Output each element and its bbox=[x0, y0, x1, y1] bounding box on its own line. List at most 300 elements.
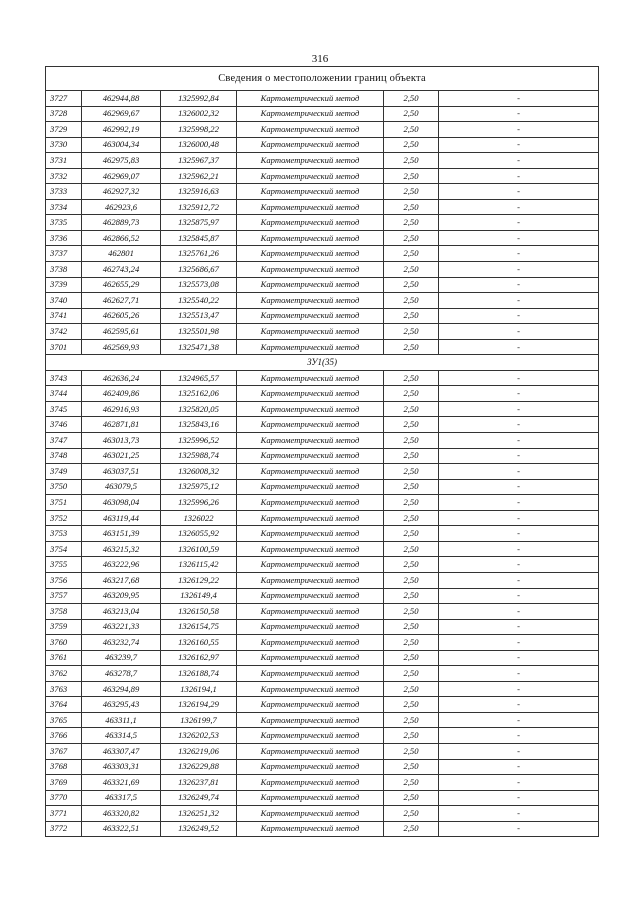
coord-y-cell: 1326002,32 bbox=[161, 106, 237, 122]
error-cell: 2,50 bbox=[384, 91, 439, 107]
description-cell: - bbox=[439, 91, 599, 107]
coord-x-cell: 462409,86 bbox=[82, 386, 161, 402]
error-cell: 2,50 bbox=[384, 464, 439, 480]
description-cell: - bbox=[439, 386, 599, 402]
coord-x-cell: 462969,07 bbox=[82, 168, 161, 184]
coord-y-cell: 1324965,57 bbox=[161, 370, 237, 386]
description-cell: - bbox=[439, 619, 599, 635]
point-number-cell: 3734 bbox=[46, 199, 82, 215]
method-cell: Картометрический метод bbox=[237, 308, 384, 324]
point-number-cell: 3761 bbox=[46, 650, 82, 666]
method-cell: Картометрический метод bbox=[237, 168, 384, 184]
error-cell: 2,50 bbox=[384, 262, 439, 278]
description-cell: - bbox=[439, 526, 599, 542]
table-row bbox=[46, 433, 599, 449]
coord-x-cell: 463209,95 bbox=[82, 588, 161, 604]
description-cell: - bbox=[439, 604, 599, 620]
point-number-cell: 3758 bbox=[46, 604, 82, 620]
table-row bbox=[46, 230, 599, 246]
coord-x-cell: 462743,24 bbox=[82, 262, 161, 278]
table-row bbox=[46, 246, 599, 262]
method-cell: Картометрический метод bbox=[237, 604, 384, 620]
error-cell: 2,50 bbox=[384, 759, 439, 775]
table-row bbox=[46, 541, 599, 557]
point-number-cell: 3760 bbox=[46, 635, 82, 651]
error-cell: 2,50 bbox=[384, 510, 439, 526]
coord-x-cell: 463119,44 bbox=[82, 510, 161, 526]
method-cell: Картометрический метод bbox=[237, 339, 384, 355]
method-cell: Картометрический метод bbox=[237, 184, 384, 200]
coord-y-cell: 1326154,75 bbox=[161, 619, 237, 635]
description-cell: - bbox=[439, 775, 599, 791]
error-cell: 2,50 bbox=[384, 526, 439, 542]
point-number-cell: 3742 bbox=[46, 324, 82, 340]
description-cell: - bbox=[439, 495, 599, 511]
table-row bbox=[46, 479, 599, 495]
point-number-cell: 3746 bbox=[46, 417, 82, 433]
error-cell: 2,50 bbox=[384, 712, 439, 728]
description-cell: - bbox=[439, 712, 599, 728]
error-cell: 2,50 bbox=[384, 650, 439, 666]
coord-y-cell: 1325820,05 bbox=[161, 401, 237, 417]
method-cell: Картометрический метод bbox=[237, 619, 384, 635]
point-number-cell: 3752 bbox=[46, 510, 82, 526]
description-cell: - bbox=[439, 293, 599, 309]
error-cell: 2,50 bbox=[384, 324, 439, 340]
coord-y-cell: 1326129,22 bbox=[161, 572, 237, 588]
error-cell: 2,50 bbox=[384, 370, 439, 386]
method-cell: Картометрический метод bbox=[237, 712, 384, 728]
coord-y-cell: 1326229,88 bbox=[161, 759, 237, 775]
table-row bbox=[46, 495, 599, 511]
method-cell: Картометрический метод bbox=[237, 743, 384, 759]
table-row bbox=[46, 324, 599, 340]
coord-x-cell: 463294,89 bbox=[82, 681, 161, 697]
description-cell: - bbox=[439, 401, 599, 417]
point-number-cell: 3741 bbox=[46, 308, 82, 324]
coord-y-cell: 1325988,74 bbox=[161, 448, 237, 464]
method-cell: Картометрический метод bbox=[237, 137, 384, 153]
description-cell: - bbox=[439, 479, 599, 495]
coord-x-cell: 462927,32 bbox=[82, 184, 161, 200]
method-cell: Картометрический метод bbox=[237, 495, 384, 511]
table-row bbox=[46, 681, 599, 697]
method-cell: Картометрический метод bbox=[237, 821, 384, 837]
point-number-cell: 3754 bbox=[46, 541, 82, 557]
coord-y-cell: 1325513,47 bbox=[161, 308, 237, 324]
coord-x-cell: 462975,83 bbox=[82, 153, 161, 169]
coord-x-cell: 463098,04 bbox=[82, 495, 161, 511]
coord-x-cell: 463013,73 bbox=[82, 433, 161, 449]
description-cell: - bbox=[439, 650, 599, 666]
error-cell: 2,50 bbox=[384, 293, 439, 309]
coord-y-cell: 1326202,53 bbox=[161, 728, 237, 744]
point-number-cell: 3736 bbox=[46, 230, 82, 246]
method-cell: Картометрический метод bbox=[237, 417, 384, 433]
description-cell: - bbox=[439, 697, 599, 713]
table-row bbox=[46, 262, 599, 278]
table-row bbox=[46, 712, 599, 728]
description-cell: - bbox=[439, 464, 599, 480]
table-row bbox=[46, 464, 599, 480]
coord-y-cell: 1325875,97 bbox=[161, 215, 237, 231]
coord-x-cell: 463079,5 bbox=[82, 479, 161, 495]
coord-x-cell: 462627,71 bbox=[82, 293, 161, 309]
coord-y-cell: 1326249,52 bbox=[161, 821, 237, 837]
error-cell: 2,50 bbox=[384, 308, 439, 324]
coord-x-cell: 463221,33 bbox=[82, 619, 161, 635]
table-row bbox=[46, 137, 599, 153]
error-cell: 2,50 bbox=[384, 495, 439, 511]
coord-y-cell: 1326199,7 bbox=[161, 712, 237, 728]
point-number-cell: 3771 bbox=[46, 806, 82, 822]
method-cell: Картометрический метод bbox=[237, 293, 384, 309]
method-cell: Картометрический метод bbox=[237, 557, 384, 573]
error-cell: 2,50 bbox=[384, 137, 439, 153]
description-cell: - bbox=[439, 230, 599, 246]
coord-x-cell: 463322,51 bbox=[82, 821, 161, 837]
method-cell: Картометрический метод bbox=[237, 370, 384, 386]
error-cell: 2,50 bbox=[384, 666, 439, 682]
coord-y-cell: 1326000,48 bbox=[161, 137, 237, 153]
error-cell: 2,50 bbox=[384, 697, 439, 713]
table-row bbox=[46, 526, 599, 542]
table-row bbox=[46, 728, 599, 744]
point-number-cell: 3744 bbox=[46, 386, 82, 402]
point-number-cell: 3770 bbox=[46, 790, 82, 806]
table-row bbox=[46, 821, 599, 837]
coord-x-cell: 463311,1 bbox=[82, 712, 161, 728]
coord-x-cell: 463004,34 bbox=[82, 137, 161, 153]
coord-y-cell: 1326115,42 bbox=[161, 557, 237, 573]
point-number-cell: 3728 bbox=[46, 106, 82, 122]
method-cell: Картометрический метод bbox=[237, 464, 384, 480]
table-row bbox=[46, 448, 599, 464]
point-number-cell: 3763 bbox=[46, 681, 82, 697]
table-row bbox=[46, 184, 599, 200]
description-cell: - bbox=[439, 666, 599, 682]
coord-y-cell: 1326100,59 bbox=[161, 541, 237, 557]
point-number-cell: 3747 bbox=[46, 433, 82, 449]
point-number-cell: 3729 bbox=[46, 122, 82, 138]
method-cell: Картометрический метод bbox=[237, 650, 384, 666]
point-number-cell: 3749 bbox=[46, 464, 82, 480]
coord-y-cell: 1325843,16 bbox=[161, 417, 237, 433]
error-cell: 2,50 bbox=[384, 728, 439, 744]
description-cell: - bbox=[439, 262, 599, 278]
description-cell: - bbox=[439, 821, 599, 837]
table-row bbox=[46, 168, 599, 184]
point-number-cell: 3750 bbox=[46, 479, 82, 495]
method-cell: Картометрический метод bbox=[237, 448, 384, 464]
table-row bbox=[46, 199, 599, 215]
coord-x-cell: 462969,67 bbox=[82, 106, 161, 122]
error-cell: 2,50 bbox=[384, 122, 439, 138]
description-cell: - bbox=[439, 572, 599, 588]
table-row bbox=[46, 122, 599, 138]
method-cell: Картометрический метод bbox=[237, 588, 384, 604]
description-cell: - bbox=[439, 417, 599, 433]
point-number-cell: 3737 bbox=[46, 246, 82, 262]
error-cell: 2,50 bbox=[384, 448, 439, 464]
method-cell: Картометрический метод bbox=[237, 728, 384, 744]
table-row bbox=[46, 277, 599, 293]
table-row bbox=[46, 339, 599, 355]
description-cell: - bbox=[439, 743, 599, 759]
coord-y-cell: 1325996,52 bbox=[161, 433, 237, 449]
point-number-cell: 3751 bbox=[46, 495, 82, 511]
point-number-cell: 3766 bbox=[46, 728, 82, 744]
coord-x-cell: 463213,04 bbox=[82, 604, 161, 620]
point-number-cell: 3732 bbox=[46, 168, 82, 184]
method-cell: Картометрический метод bbox=[237, 541, 384, 557]
error-cell: 2,50 bbox=[384, 806, 439, 822]
method-cell: Картометрический метод bbox=[237, 91, 384, 107]
table-row bbox=[46, 619, 599, 635]
coord-y-cell: 1325916,63 bbox=[161, 184, 237, 200]
coord-x-cell: 463317,5 bbox=[82, 790, 161, 806]
point-number-cell: 3733 bbox=[46, 184, 82, 200]
table-row bbox=[46, 293, 599, 309]
coord-x-cell: 462655,29 bbox=[82, 277, 161, 293]
point-number-cell: 3730 bbox=[46, 137, 82, 153]
table-row bbox=[46, 417, 599, 433]
description-cell: - bbox=[439, 184, 599, 200]
coord-x-cell: 462992,19 bbox=[82, 122, 161, 138]
coord-y-cell: 1326251,32 bbox=[161, 806, 237, 822]
description-cell: - bbox=[439, 681, 599, 697]
table-row bbox=[46, 635, 599, 651]
description-cell: - bbox=[439, 106, 599, 122]
method-cell: Картометрический метод bbox=[237, 277, 384, 293]
method-cell: Картометрический метод bbox=[237, 697, 384, 713]
error-cell: 2,50 bbox=[384, 168, 439, 184]
coord-y-cell: 1326194,29 bbox=[161, 697, 237, 713]
error-cell: 2,50 bbox=[384, 277, 439, 293]
method-cell: Картометрический метод bbox=[237, 666, 384, 682]
error-cell: 2,50 bbox=[384, 199, 439, 215]
error-cell: 2,50 bbox=[384, 790, 439, 806]
description-cell: - bbox=[439, 370, 599, 386]
coord-x-cell: 463320,82 bbox=[82, 806, 161, 822]
coord-x-cell: 463321,69 bbox=[82, 775, 161, 791]
coord-y-cell: 1326249,74 bbox=[161, 790, 237, 806]
coord-y-cell: 1326150,58 bbox=[161, 604, 237, 620]
error-cell: 2,50 bbox=[384, 339, 439, 355]
point-number-cell: 3764 bbox=[46, 697, 82, 713]
description-cell: - bbox=[439, 541, 599, 557]
method-cell: Картометрический метод bbox=[237, 246, 384, 262]
description-cell: - bbox=[439, 199, 599, 215]
method-cell: Картометрический метод bbox=[237, 775, 384, 791]
coord-x-cell: 462866,52 bbox=[82, 230, 161, 246]
description-cell: - bbox=[439, 215, 599, 231]
coord-y-cell: 1325967,37 bbox=[161, 153, 237, 169]
coord-y-cell: 1325471,38 bbox=[161, 339, 237, 355]
point-number-cell: 3772 bbox=[46, 821, 82, 837]
method-cell: Картометрический метод bbox=[237, 215, 384, 231]
point-number-cell: 3740 bbox=[46, 293, 82, 309]
coord-x-cell: 463314,5 bbox=[82, 728, 161, 744]
description-cell: - bbox=[439, 122, 599, 138]
coord-x-cell: 463232,74 bbox=[82, 635, 161, 651]
coord-y-cell: 1325540,22 bbox=[161, 293, 237, 309]
coord-y-cell: 1326237,81 bbox=[161, 775, 237, 791]
method-cell: Картометрический метод bbox=[237, 510, 384, 526]
error-cell: 2,50 bbox=[384, 246, 439, 262]
section-label: ЗУ1(35) bbox=[46, 355, 599, 371]
table-row bbox=[46, 510, 599, 526]
description-cell: - bbox=[439, 588, 599, 604]
method-cell: Картометрический метод bbox=[237, 681, 384, 697]
coord-x-cell: 463217,68 bbox=[82, 572, 161, 588]
coord-x-cell: 463037,51 bbox=[82, 464, 161, 480]
table-row bbox=[46, 666, 599, 682]
method-cell: Картометрический метод bbox=[237, 526, 384, 542]
error-cell: 2,50 bbox=[384, 635, 439, 651]
table-row bbox=[46, 604, 599, 620]
error-cell: 2,50 bbox=[384, 184, 439, 200]
method-cell: Картометрический метод bbox=[237, 433, 384, 449]
error-cell: 2,50 bbox=[384, 557, 439, 573]
error-cell: 2,50 bbox=[384, 572, 439, 588]
method-cell: Картометрический метод bbox=[237, 386, 384, 402]
coord-x-cell: 462636,24 bbox=[82, 370, 161, 386]
method-cell: Картометрический метод bbox=[237, 106, 384, 122]
method-cell: Картометрический метод bbox=[237, 153, 384, 169]
coord-y-cell: 1325992,84 bbox=[161, 91, 237, 107]
point-number-cell: 3739 bbox=[46, 277, 82, 293]
point-number-cell: 3765 bbox=[46, 712, 82, 728]
coord-x-cell: 463215,32 bbox=[82, 541, 161, 557]
description-cell: - bbox=[439, 448, 599, 464]
error-cell: 2,50 bbox=[384, 153, 439, 169]
coord-y-cell: 1326160,55 bbox=[161, 635, 237, 651]
method-cell: Картометрический метод bbox=[237, 199, 384, 215]
table-row bbox=[46, 697, 599, 713]
error-cell: 2,50 bbox=[384, 821, 439, 837]
method-cell: Картометрический метод bbox=[237, 806, 384, 822]
coord-x-cell: 462595,61 bbox=[82, 324, 161, 340]
point-number-cell: 3759 bbox=[46, 619, 82, 635]
coord-y-cell: 1326162,97 bbox=[161, 650, 237, 666]
error-cell: 2,50 bbox=[384, 417, 439, 433]
method-cell: Картометрический метод bbox=[237, 635, 384, 651]
point-number-cell: 3755 bbox=[46, 557, 82, 573]
point-number-cell: 3743 bbox=[46, 370, 82, 386]
table-row bbox=[46, 588, 599, 604]
error-cell: 2,50 bbox=[384, 215, 439, 231]
method-cell: Картометрический метод bbox=[237, 262, 384, 278]
page-number: 316 bbox=[311, 53, 329, 65]
table-row bbox=[46, 386, 599, 402]
description-cell: - bbox=[439, 557, 599, 573]
table-row bbox=[46, 806, 599, 822]
point-number-cell: 3767 bbox=[46, 743, 82, 759]
description-cell: - bbox=[439, 137, 599, 153]
table-row bbox=[46, 401, 599, 417]
error-cell: 2,50 bbox=[384, 541, 439, 557]
error-cell: 2,50 bbox=[384, 401, 439, 417]
error-cell: 2,50 bbox=[384, 479, 439, 495]
table-row bbox=[46, 91, 599, 107]
point-number-cell: 3748 bbox=[46, 448, 82, 464]
coord-y-cell: 1326055,92 bbox=[161, 526, 237, 542]
coord-y-cell: 1326188,74 bbox=[161, 666, 237, 682]
coord-y-cell: 1325761,26 bbox=[161, 246, 237, 262]
coord-y-cell: 1325998,22 bbox=[161, 122, 237, 138]
method-cell: Картометрический метод bbox=[237, 790, 384, 806]
coord-y-cell: 1325962,21 bbox=[161, 168, 237, 184]
coord-x-cell: 462889,73 bbox=[82, 215, 161, 231]
point-number-cell: 3745 bbox=[46, 401, 82, 417]
description-cell: - bbox=[439, 635, 599, 651]
point-number-cell: 3735 bbox=[46, 215, 82, 231]
coord-y-cell: 1325975,12 bbox=[161, 479, 237, 495]
point-number-cell: 3731 bbox=[46, 153, 82, 169]
point-number-cell: 3769 bbox=[46, 775, 82, 791]
point-number-cell: 3701 bbox=[46, 339, 82, 355]
coord-x-cell: 463295,43 bbox=[82, 697, 161, 713]
method-cell: Картометрический метод bbox=[237, 401, 384, 417]
point-number-cell: 3738 bbox=[46, 262, 82, 278]
method-cell: Картометрический метод bbox=[237, 479, 384, 495]
table-title-row bbox=[46, 67, 599, 91]
point-number-cell: 3757 bbox=[46, 588, 82, 604]
description-cell: - bbox=[439, 433, 599, 449]
point-number-cell: 3756 bbox=[46, 572, 82, 588]
coord-y-cell: 1325845,87 bbox=[161, 230, 237, 246]
error-cell: 2,50 bbox=[384, 743, 439, 759]
table-row bbox=[46, 743, 599, 759]
coord-x-cell: 463239,7 bbox=[82, 650, 161, 666]
error-cell: 2,50 bbox=[384, 775, 439, 791]
point-number-cell: 3768 bbox=[46, 759, 82, 775]
method-cell: Картометрический метод bbox=[237, 122, 384, 138]
table-row bbox=[46, 153, 599, 169]
point-number-cell: 3762 bbox=[46, 666, 82, 682]
description-cell: - bbox=[439, 246, 599, 262]
table-row bbox=[46, 106, 599, 122]
table-row bbox=[46, 790, 599, 806]
method-cell: Картометрический метод bbox=[237, 324, 384, 340]
table-row bbox=[46, 775, 599, 791]
section-row bbox=[46, 355, 599, 371]
coord-y-cell: 1325912,72 bbox=[161, 199, 237, 215]
coord-x-cell: 463021,25 bbox=[82, 448, 161, 464]
method-cell: Картометрический метод bbox=[237, 230, 384, 246]
coord-y-cell: 1325162,06 bbox=[161, 386, 237, 402]
description-cell: - bbox=[439, 806, 599, 822]
error-cell: 2,50 bbox=[384, 433, 439, 449]
description-cell: - bbox=[439, 168, 599, 184]
coord-y-cell: 1325573,08 bbox=[161, 277, 237, 293]
error-cell: 2,50 bbox=[384, 681, 439, 697]
error-cell: 2,50 bbox=[384, 230, 439, 246]
description-cell: - bbox=[439, 790, 599, 806]
description-cell: - bbox=[439, 277, 599, 293]
description-cell: - bbox=[439, 153, 599, 169]
table-row bbox=[46, 370, 599, 386]
table-row bbox=[46, 557, 599, 573]
coord-y-cell: 1326149,4 bbox=[161, 588, 237, 604]
coord-x-cell: 462916,93 bbox=[82, 401, 161, 417]
error-cell: 2,50 bbox=[384, 604, 439, 620]
coord-y-cell: 1326219,06 bbox=[161, 743, 237, 759]
coord-x-cell: 462923,6 bbox=[82, 199, 161, 215]
table-row bbox=[46, 308, 599, 324]
description-cell: - bbox=[439, 510, 599, 526]
